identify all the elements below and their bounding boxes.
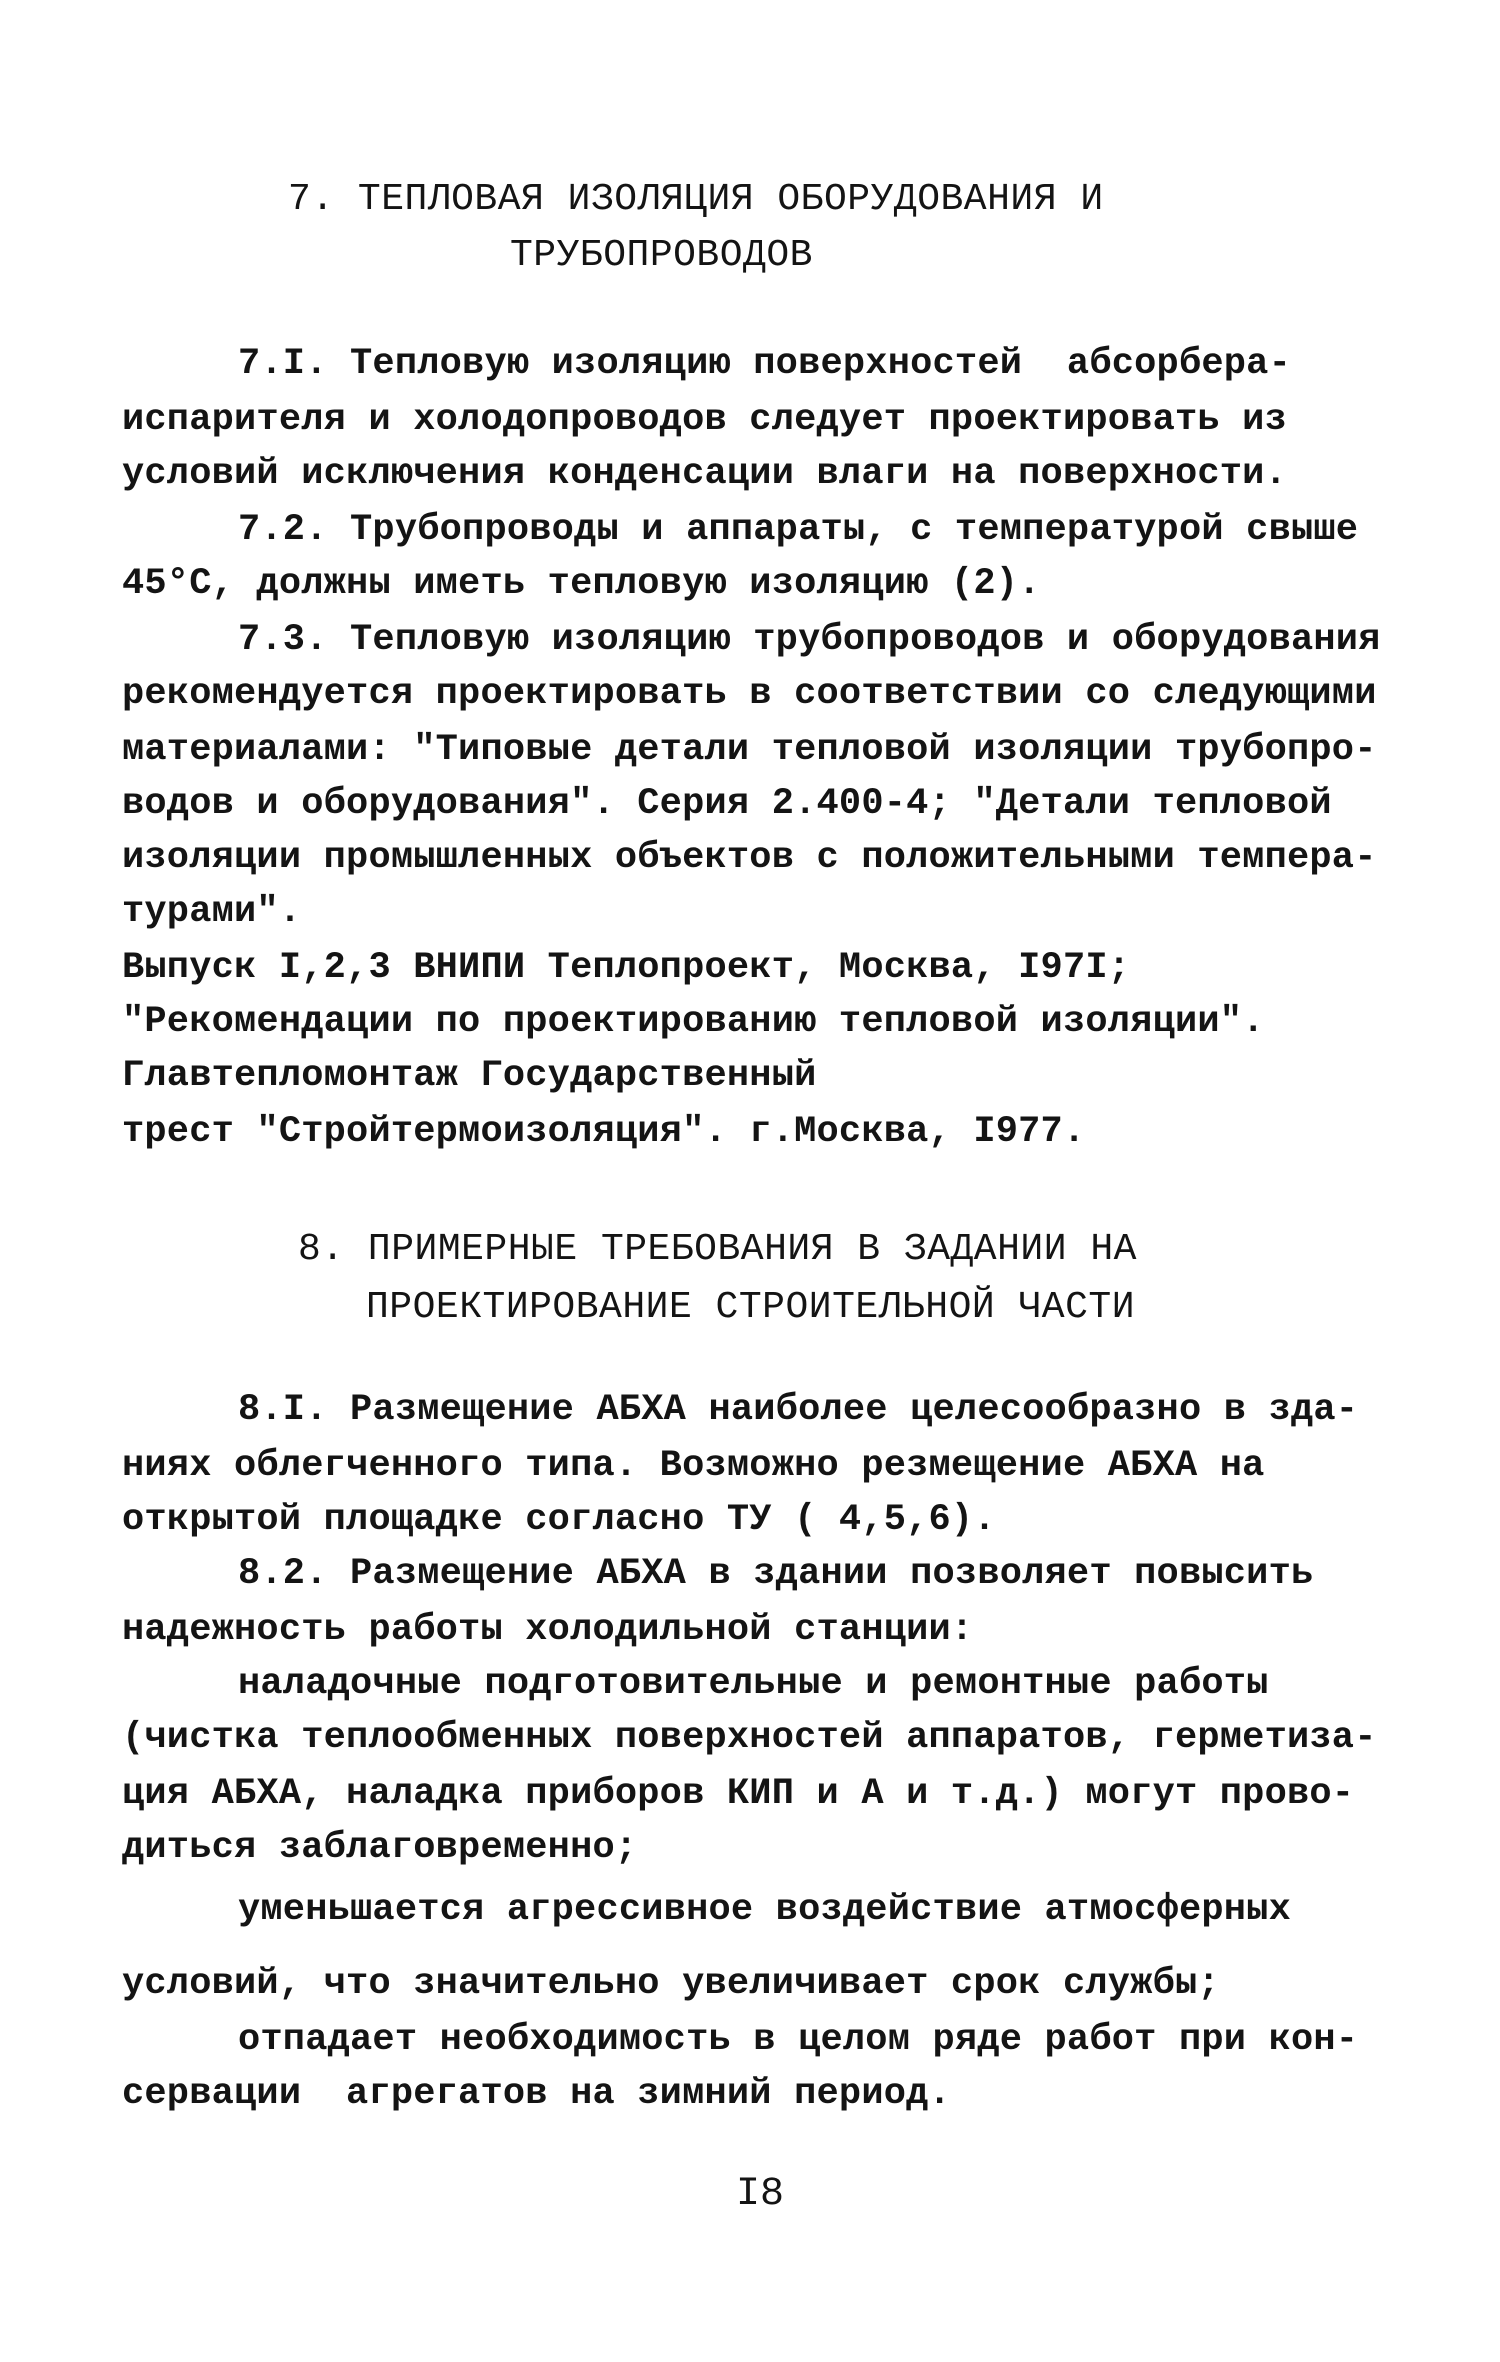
section-8-line: уменьшается агрессивное воздействие атмосферных (238, 1889, 1291, 1931)
section-7-line: материалами: "Типовые детали тепловой изоляции трубопро- (122, 729, 1377, 771)
section-7-line: 45°С, должны иметь тепловую изоляцию (2). (122, 563, 1041, 605)
section-7-line: рекомендуется проектировать в соответствии со следующими (122, 673, 1377, 715)
section-7-line: испарителя и холодопроводов следует проектировать из (122, 399, 1287, 441)
section-8-line: открытой площадке согласно ТУ ( 4,5,6). (122, 1499, 996, 1541)
section-8-heading-line-1: 8. ПРИМЕРНЫЕ ТРЕБОВАНИЯ В ЗАДАНИИ НА (298, 1228, 1137, 1271)
section-7-line: 7.I. Тепловую изоляцию поверхностей абсорбера- (238, 343, 1291, 385)
section-8-line: надежность работы холодильной станции: (122, 1609, 974, 1651)
section-7-line: трест "Стройтермоизоляция". г.Москва, I977. (122, 1111, 1086, 1153)
section-8-heading-line-2: ПРОЕКТИРОВАНИЕ СТРОИТЕЛЬНОЙ ЧАСТИ (366, 1286, 1136, 1329)
section-8-line: 8.2. Размещение АБХА в здании позволяет повысить (238, 1553, 1314, 1595)
section-8-line: диться заблаговременно; (122, 1827, 638, 1869)
section-7-line: условий исключения конденсации влаги на поверхности. (122, 453, 1287, 495)
section-8-line: сервации агрегатов на зимний период. (122, 2073, 951, 2115)
section-7-heading-line-1: 7. ТЕПЛОВАЯ ИЗОЛЯЦИЯ ОБОРУДОВАНИЯ И (288, 178, 1104, 221)
section-7-line: Главтепломонтаж Государственный (122, 1055, 817, 1097)
page-number: I8 (735, 2172, 784, 2217)
section-8-line: ниях облегченного типа. Возможно резмещение АБХА на (122, 1445, 1265, 1487)
section-7-line: 7.3. Тепловую изоляцию трубопроводов и оборудования (238, 619, 1381, 661)
section-7-heading-line-2: ТРУБОПРОВОДОВ (510, 234, 813, 277)
section-8-line: ция АБХА, наладка приборов КИП и А и т.д.) могут прово- (122, 1773, 1355, 1815)
section-7-line: изоляции промышленных объектов с положительными темпера- (122, 837, 1377, 879)
section-8-line: наладочные подготовительные и ремонтные работы (238, 1663, 1269, 1705)
section-8-line: 8.I. Размещение АБХА наиболее целесообразно в зда- (238, 1389, 1359, 1431)
section-7-line: турами". (122, 891, 302, 933)
section-7-line: водов и оборудования". Серия 2.400-4; "Детали тепловой (122, 783, 1332, 825)
section-8-line: (чистка теплообменных поверхностей аппаратов, герметиза- (122, 1717, 1377, 1759)
section-8-line: условий, что значительно увеличивает срок службы; (122, 1963, 1220, 2005)
section-7-line: "Рекомендации по проектированию тепловой изоляции". (122, 1001, 1265, 1043)
section-8-line: отпадает необходимость в целом ряде работ при кон- (238, 2019, 1359, 2061)
section-7-line: Выпуск I,2,3 ВНИПИ Теплопроект, Москва, I97I; (122, 947, 1131, 989)
section-7-line: 7.2. Трубопроводы и аппараты, с температурой свыше (238, 509, 1359, 551)
